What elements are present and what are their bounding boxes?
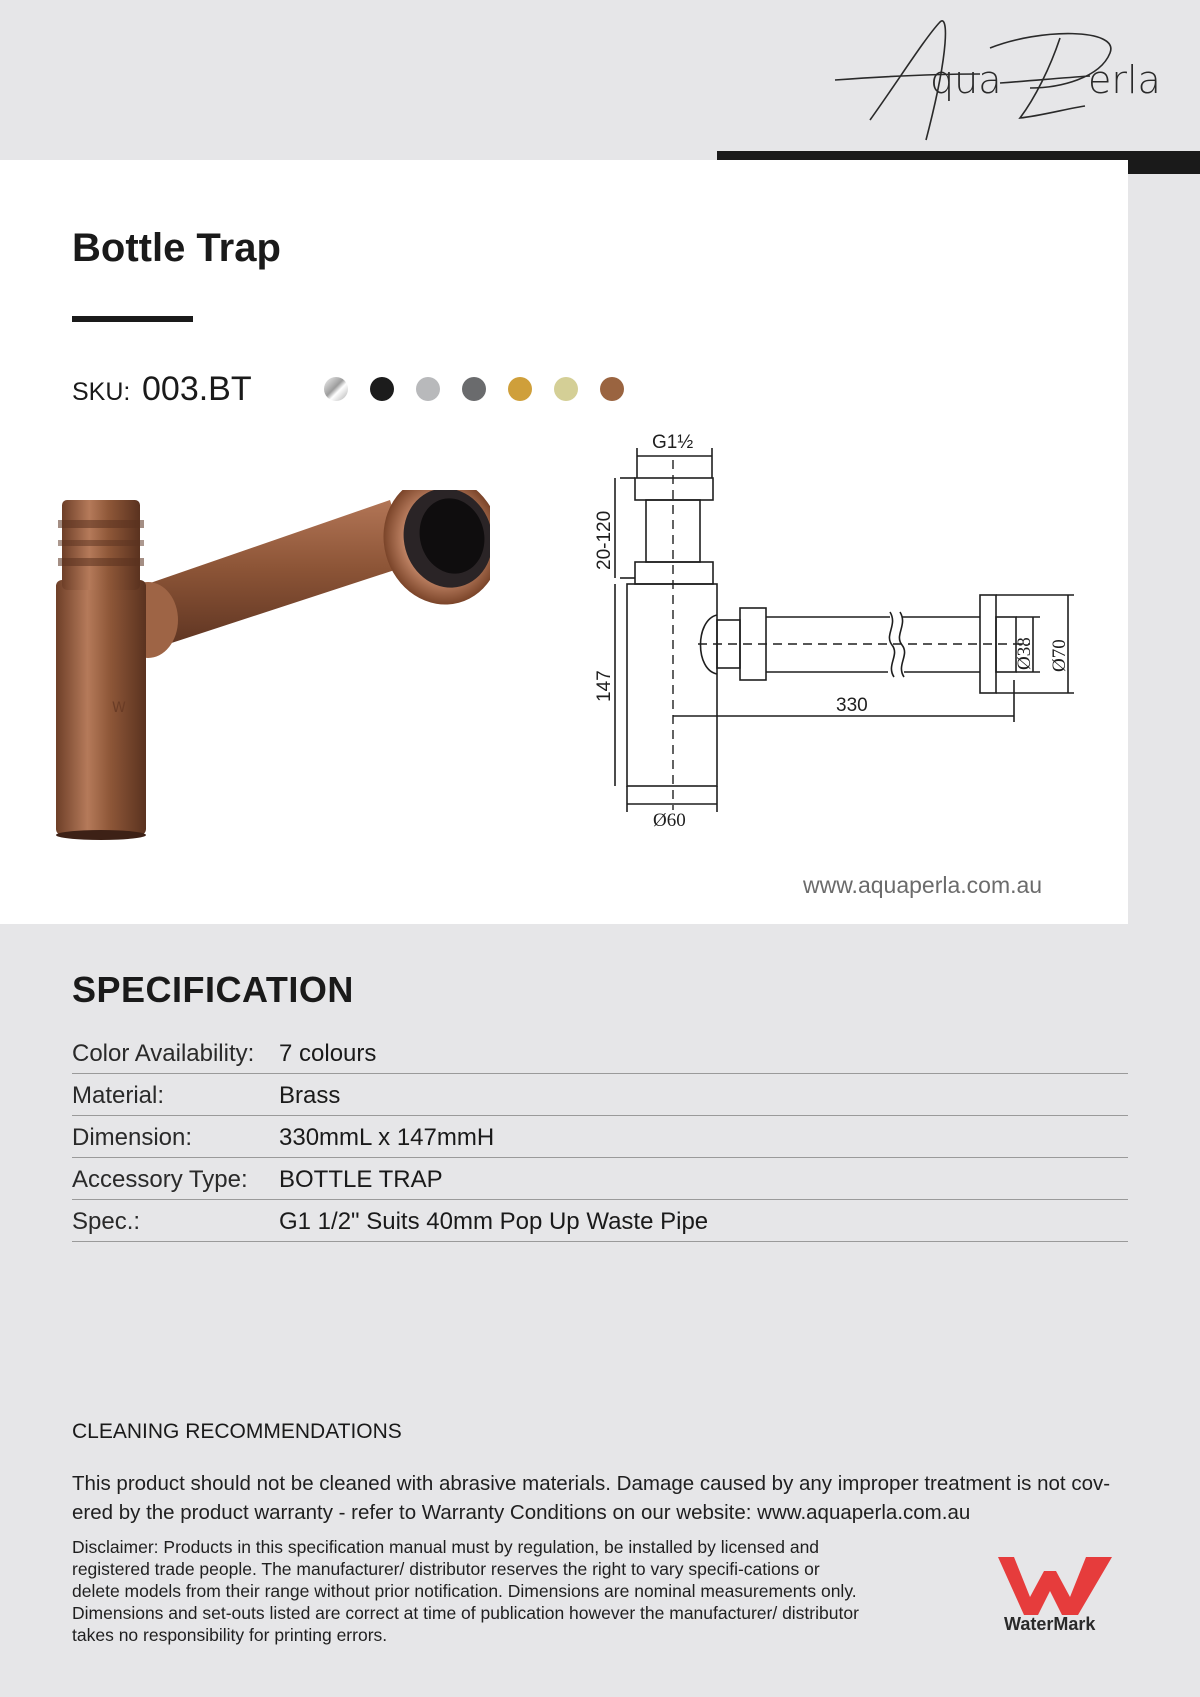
spec-value: BOTTLE TRAP	[279, 1166, 443, 1193]
spec-label: Accessory Type:	[72, 1166, 248, 1193]
spec-value: 7 colours	[279, 1040, 377, 1067]
dim-height-adjust: 20-120	[594, 510, 615, 570]
specification-title: SPECIFICATION	[72, 969, 354, 1010]
spec-label: Dimension:	[72, 1124, 193, 1151]
dim-flange-dia: Ø70	[1049, 639, 1070, 672]
color-swatch[interactable]	[416, 377, 440, 401]
technical-drawing	[580, 430, 1090, 840]
spec-label: Spec.:	[72, 1208, 141, 1235]
dim-height: 147	[594, 670, 615, 702]
spec-label: Material:	[72, 1082, 165, 1109]
svg-text:W: W	[112, 700, 126, 716]
logo-word-1: qua	[930, 58, 1002, 102]
cleaning-title: CLEANING RECOMMENDATIONS	[72, 1420, 402, 1443]
spec-value: 330mmL x 147mmH	[279, 1124, 495, 1151]
color-swatch[interactable]	[324, 377, 348, 401]
logo-word-2: erla	[1088, 58, 1161, 102]
color-swatch[interactable]	[370, 377, 394, 401]
disclaimer-text: Disclaimer: Products in this specification manual must by regulation, be installed by licensed and registered trade people. The manufacturer/ distributor reserves the right to vary specifi-cations or delete models from their range without prior notification. Dimensions are nominal measurements only. Dimensions and set-outs listed are correct at time of publication however the manufacturer/ distributor takes no responsibility for printing errors.	[72, 1537, 859, 1645]
specification-table	[72, 1032, 1128, 1242]
spec-row	[72, 1032, 1128, 1074]
watermark-label: WaterMark	[1004, 1614, 1096, 1634]
color-swatch[interactable]	[508, 377, 532, 401]
website-link[interactable]: www.aquaperla.com.au	[803, 872, 1043, 898]
sku-value: 003.BT	[142, 370, 252, 408]
dim-body-dia: Ø60	[653, 810, 686, 831]
spec-row	[72, 1116, 1128, 1158]
spec-row	[72, 1074, 1128, 1116]
color-swatch[interactable]	[554, 377, 578, 401]
spec-label: Color Availability:	[72, 1040, 255, 1067]
spec-row	[72, 1200, 1128, 1242]
sku-label: SKU:	[72, 378, 131, 406]
spec-value: Brass	[279, 1082, 341, 1109]
product-title: Bottle Trap	[72, 226, 281, 270]
color-swatch[interactable]	[600, 377, 624, 401]
dim-pipe-dia: Ø38	[1014, 637, 1035, 670]
spec-value: G1 1/2" Suits 40mm Pop Up Waste Pipe	[279, 1208, 709, 1235]
title-underline	[72, 316, 193, 322]
color-swatch[interactable]	[462, 377, 486, 401]
dim-length: 330	[836, 695, 868, 716]
cleaning-text: This product should not be cleaned with abrasive materials. Damage caused by any improper treatment is not cov-ered by the product warranty - refer to Warranty Conditions on our website: www.aquaperla.com.au	[72, 1472, 1111, 1524]
dim-thread: G1½	[652, 432, 694, 453]
aqua-perla-logo	[830, 8, 1190, 148]
product-photo	[50, 490, 490, 850]
spec-row	[72, 1158, 1128, 1200]
